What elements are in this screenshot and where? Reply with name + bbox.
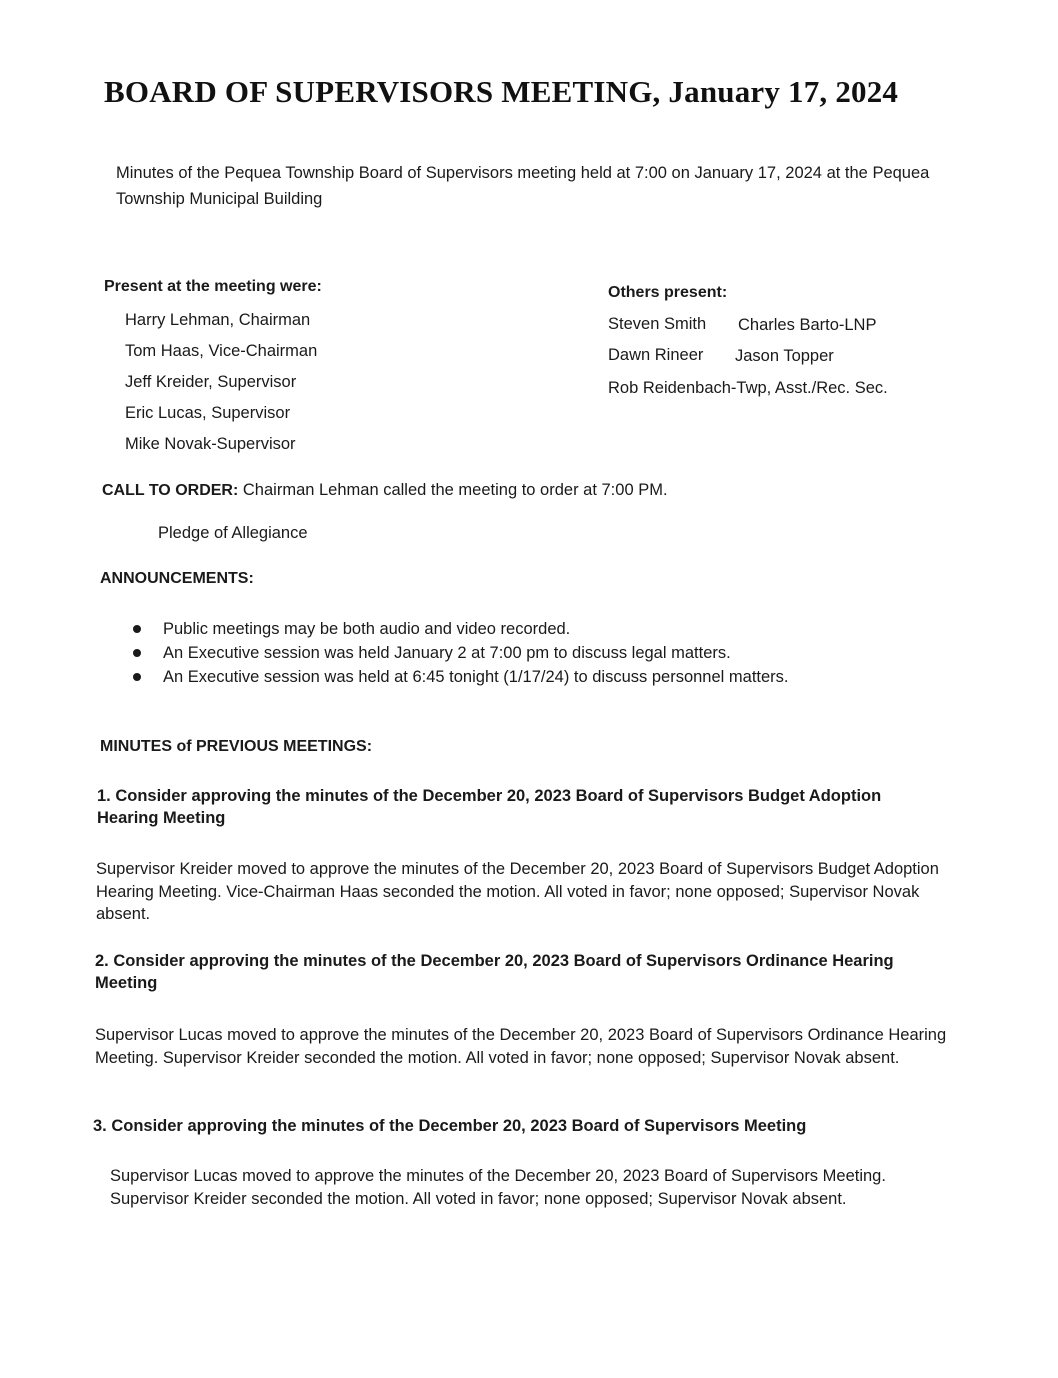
bullet-icon: [133, 625, 141, 633]
list-item: Public meetings may be both audio and video recorded.: [133, 617, 789, 641]
intro-paragraph: Minutes of the Pequea Township Board of Supervisors meeting held at 7:00 on January 17, 2024 at the Pequea Township Municipal Building: [116, 164, 930, 208]
minutes-heading: MINUTES of PREVIOUS MEETINGS:: [100, 738, 373, 755]
announcements-list: [133, 617, 789, 689]
member-item: Harry Lehman, Chairman: [125, 311, 311, 329]
others-person: Jason Topper: [735, 347, 834, 365]
call-to-order-label: CALL TO ORDER:: [102, 482, 239, 499]
others-person: Dawn Rineer: [608, 346, 704, 364]
present-heading: Present at the meeting were:: [104, 278, 322, 295]
others-person: Charles Barto-LNP: [738, 316, 877, 334]
bullet-icon: [133, 649, 141, 657]
call-to-order: [102, 481, 668, 500]
minutes-item-title: 2. Consider approving the minutes of the December 20, 2023 Board of Supervisors Ordinance Hearing Meeting: [95, 952, 894, 992]
list-item: An Executive session was held January 2 at 7:00 pm to discuss legal matters.: [133, 641, 789, 665]
pledge: Pledge of Allegiance: [158, 524, 308, 542]
others-person: Rob Reidenbach-Twp, Asst./Rec. Sec.: [608, 379, 888, 397]
minutes-item-text: Supervisor Lucas moved to approve the minutes of the December 20, 2023 Board of Supervisors Ordinance Hearing Meeting. Supervisor Kreider seconded the motion. All voted in favor; none opposed; Supervisor Novak absent.: [95, 1026, 947, 1067]
minutes-item-title: 1. Consider approving the minutes of the December 20, 2023 Board of Supervisors Budget Adoption Hearing Meeting: [97, 787, 882, 827]
minutes-item-title: 3. Consider approving the minutes of the December 20, 2023 Board of Supervisors Meeting: [93, 1117, 807, 1135]
others-person: Steven Smith: [608, 315, 707, 333]
bullet-icon: [133, 673, 141, 681]
others-heading: Others present:: [608, 284, 728, 301]
list-item: An Executive session was held at 6:45 tonight (1/17/24) to discuss personnel matters.: [133, 665, 789, 689]
member-item: Tom Haas, Vice-Chairman: [125, 342, 318, 360]
minutes-item-text: Supervisor Lucas moved to approve the minutes of the December 20, 2023 Board of Supervisors Meeting. Supervisor Kreider seconded the motion. All voted in favor; none opposed; Supervisor Novak absent.: [110, 1167, 886, 1208]
member-item: Eric Lucas, Supervisor: [125, 404, 291, 422]
member-item: Jeff Kreider, Supervisor: [125, 373, 297, 391]
page-title: BOARD OF SUPERVISORS MEETING, January 17, 2024: [104, 74, 899, 109]
member-item: Mike Novak-Supervisor: [125, 435, 296, 453]
minutes-item-text: Supervisor Kreider moved to approve the minutes of the December 20, 2023 Board of Supervisors Budget Adoption Hearing Meeting. Vice-Chairman Haas seconded the motion. All voted in favor; none opposed; Supervisor Novak absent.: [96, 860, 939, 923]
announcements-heading: ANNOUNCEMENTS:: [100, 570, 254, 587]
call-to-order-text: Chairman Lehman called the meeting to order at 7:00 PM.: [242, 481, 668, 499]
